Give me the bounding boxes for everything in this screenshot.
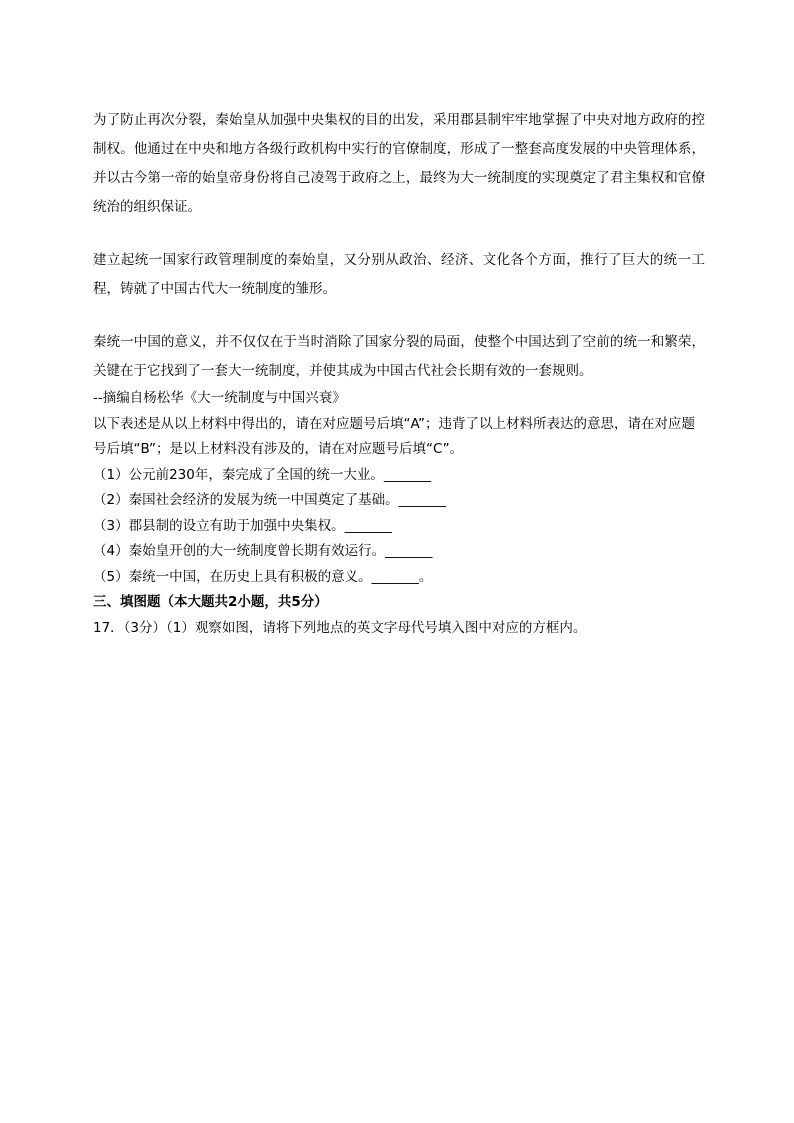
passage-paragraph-2: 建立起统一国家行政管理制度的秦始皇，又分别从政治、经济、文化各个方面，推行了巨大的统一工程，铸就了中国古代大一统制度的雏形。 bbox=[93, 252, 705, 297]
document-page bbox=[93, 106, 705, 641]
question-17: 17．（3分）（1）观察如图，请将下列地点的英文字母代号填入图中对应的方框内。 bbox=[93, 619, 587, 636]
question-instruction: 以下表述是从以上材料中得出的，请在对应题号后填“A”；违背了以上材料所表达的意思，请在对应题号后填“B”；是以上材料没有涉及的，请在对应题号后填“C”。 bbox=[93, 415, 696, 457]
passage-paragraph-1: 为了防止再次分裂，秦始皇从加强中央集权的目的出发，采用郡县制牢牢地掌握了中央对地方政府的控制权。他通过在中央和地方各级行政机构中实行的官僚制度，形成了一整套高度发展的中央管理体系，并以古今第一帝的始皇帝身份将自己凌驾于政府之上，最终为大一统制度的实现奠定了君主集权和官僚统治的组织保证。 bbox=[93, 112, 705, 215]
section-heading: 三、填图题（本大题共2小题，共5分） bbox=[93, 594, 328, 610]
passage-paragraph-3: 秦统一中国的意义，并不仅仅在于当时消除了国家分裂的局面，使整个中国达到了空前的统一和繁荣，关键在于它找到了一套大一统制度，并使其成为中国古代社会长期有效的一套规则。 bbox=[93, 334, 705, 379]
statement-item-3: （3）郡县制的设立有助于加强中央集权。_______ bbox=[93, 517, 392, 534]
passage-paragraph-3-block bbox=[93, 328, 705, 641]
passage-source: --摘编自杨松华《大一统制度与中国兴衰》 bbox=[93, 390, 346, 406]
statement-item-1: （1）公元前230年，秦完成了全国的统一大业。_______ bbox=[93, 466, 432, 483]
statement-item-5: （5）秦统一中国，在历史上具有积极的意义。_______。 bbox=[93, 568, 433, 585]
statement-item-4: （4）秦始皇开创的大一统制度曾长期有效运行。_______ bbox=[93, 543, 433, 559]
statement-item-2: （2）秦国社会经济的发展为统一中国奠定了基础。_______ bbox=[93, 492, 446, 508]
